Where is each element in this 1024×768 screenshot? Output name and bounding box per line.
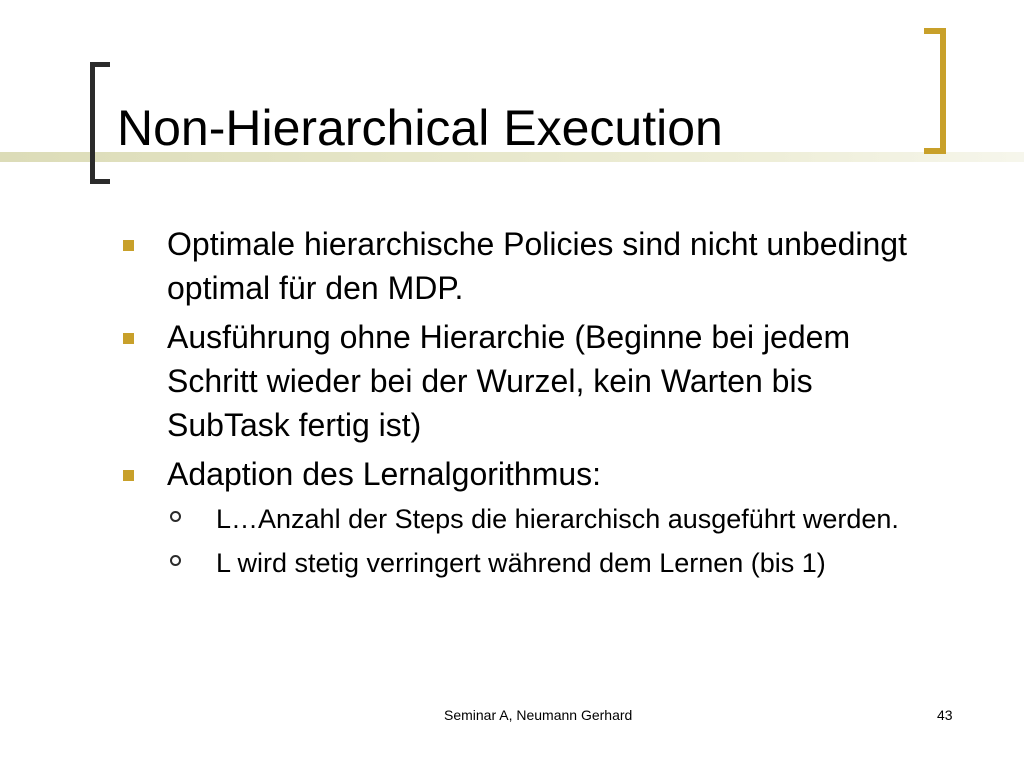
sub-bullet-item bbox=[0, 501, 956, 538]
square-bullet-icon bbox=[123, 470, 134, 481]
footer-text: Seminar A, Neumann Gerhard bbox=[444, 707, 633, 723]
sub-bullet-text: L wird stetig verringert während dem Lernen (bis 1) bbox=[216, 548, 826, 578]
square-bullet-icon bbox=[123, 240, 134, 251]
sub-bullet-item bbox=[0, 545, 956, 582]
bullet-text: Ausführung ohne Hierarchie (Beginne bei jedem Schritt wieder bei der Wurzel, kein Warten bis SubTask fertig ist) bbox=[167, 319, 851, 443]
left-bracket-decoration bbox=[90, 62, 110, 184]
right-bracket-decoration bbox=[924, 28, 946, 154]
bullet-item bbox=[0, 222, 927, 310]
sub-bullet-text: L…Anzahl der Steps die hierarchisch ausgeführt werden. bbox=[216, 504, 899, 534]
page-number: 43 bbox=[937, 707, 953, 723]
bullet-text: Adaption des Lernalgorithmus: bbox=[167, 456, 602, 492]
bullet-item bbox=[0, 315, 927, 447]
bullet-item bbox=[0, 452, 927, 496]
slide-title: Non-Hierarchical Execution bbox=[117, 100, 723, 156]
square-bullet-icon bbox=[123, 333, 134, 344]
circle-bullet-icon bbox=[170, 511, 181, 522]
bullet-text: Optimale hierarchische Policies sind nicht unbedingt optimal für den MDP. bbox=[167, 226, 907, 306]
bullet-list bbox=[0, 222, 1024, 589]
circle-bullet-icon bbox=[170, 555, 181, 566]
